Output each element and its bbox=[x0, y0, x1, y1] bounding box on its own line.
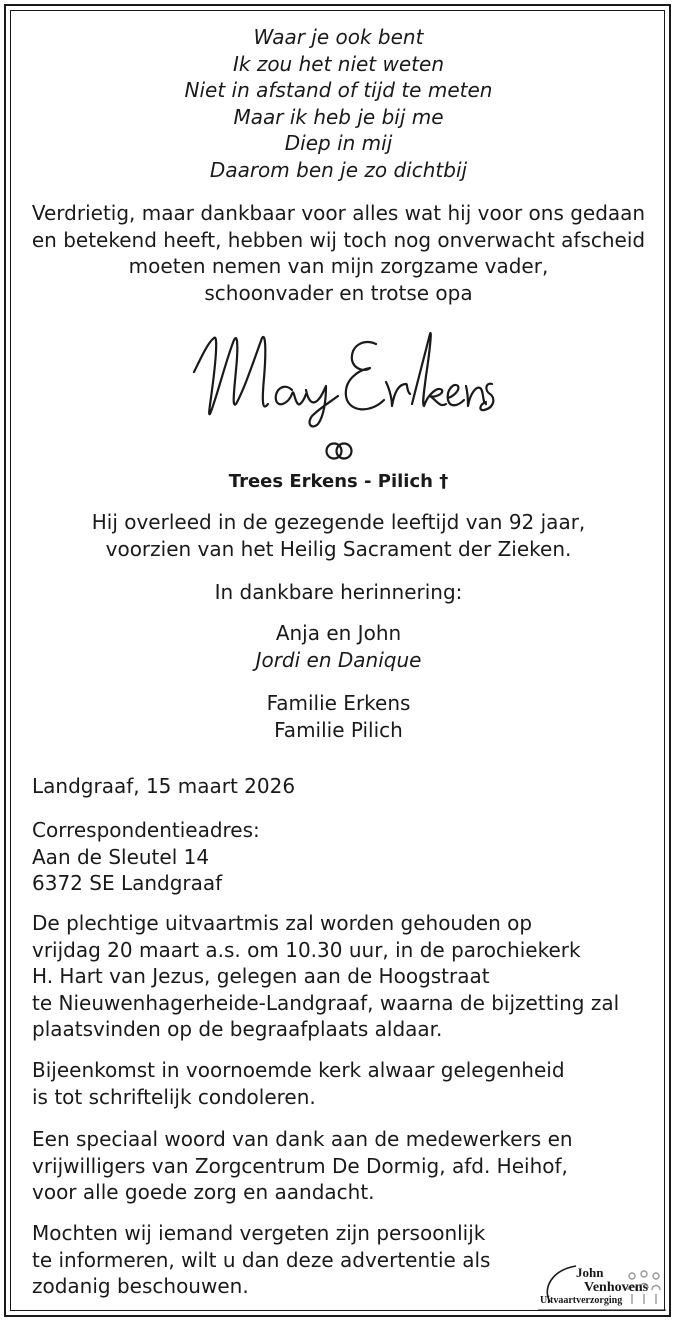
poem bbox=[0, 24, 677, 183]
family-group-2 bbox=[0, 690, 677, 744]
family-group-1 bbox=[0, 620, 677, 674]
gathering-text bbox=[32, 1057, 642, 1110]
ceremony-line: te Nieuwenhagerheide-Landgraaf, waarna de bijzetting zal bbox=[32, 990, 620, 1015]
memory-heading: In dankbare herinnering: bbox=[214, 580, 463, 604]
address-line: Aan de Sleutel 14 bbox=[32, 844, 210, 869]
intro-line: moeten nemen van mijn zorgzame vader, bbox=[128, 254, 549, 278]
intro-text bbox=[0, 200, 677, 306]
family-line-grandchildren: Jordi en Danique bbox=[255, 648, 422, 672]
age-line: voorzien van het Heilig Sacrament der Zieken. bbox=[105, 537, 572, 561]
family-line: Familie Erkens bbox=[266, 691, 411, 715]
poem-line: Niet in afstand of tijd te meten bbox=[184, 78, 493, 102]
age-text bbox=[0, 509, 677, 563]
poem-line: Maar ik heb je bij me bbox=[233, 104, 444, 129]
intro-line: en betekend heeft, hebben wij toch nog onverwacht afscheid bbox=[31, 227, 646, 252]
logo-text-venhovens: Venhovens bbox=[584, 1280, 649, 1295]
deceased-name-text: May Erkens bbox=[180, 320, 186, 321]
thanks-line: voor alle goede zorg en aandacht. bbox=[32, 1180, 375, 1204]
deceased-name-signature bbox=[180, 320, 500, 430]
correspondence-address bbox=[32, 817, 642, 897]
ceremony-line: De plechtige uitvaartmis zal worden gehouden op bbox=[32, 911, 533, 935]
ceremony-line: H. Hart van Jezus, gelegen aan de Hoogstraat bbox=[32, 964, 490, 988]
partner-name: Trees Erkens - Pilich † bbox=[228, 471, 449, 492]
poem-line: Daarom ben je zo dichtbij bbox=[209, 157, 468, 182]
funeral-home-logo bbox=[536, 1258, 668, 1314]
logo-text-uitvaart: Uitvaartverzorging bbox=[540, 1295, 623, 1306]
ceremony-text bbox=[32, 910, 642, 1043]
family-line: Anja en John bbox=[275, 621, 402, 645]
age-line: Hij overleed in de gezegende leeftijd van 92 jaar, bbox=[91, 510, 586, 534]
poem-line: Diep in mij bbox=[284, 131, 393, 155]
family-line: Familie Pilich bbox=[274, 718, 403, 742]
poem-line: Waar je ook bent bbox=[253, 25, 424, 49]
place-date: Landgraaf, 15 maart 2026 bbox=[32, 774, 296, 798]
closing-line: te informeren, wilt u dan deze advertentie als bbox=[32, 1247, 491, 1272]
intro-line: schoonvader en trotse opa bbox=[204, 280, 473, 305]
gathering-line: is tot schriftelijk condoleren. bbox=[32, 1084, 316, 1109]
closing-line: Mochten wij iemand vergeten zijn persoonlijk bbox=[32, 1221, 486, 1245]
logo-text-john: John bbox=[576, 1265, 604, 1280]
wedding-rings-icon bbox=[322, 440, 356, 462]
address-line: 6372 SE Landgraaf bbox=[32, 871, 223, 895]
ceremony-line: vrijdag 20 maart a.s. om 10.30 uur, in de parochiekerk bbox=[32, 937, 581, 962]
closing-line: zodanig beschouwen. bbox=[32, 1274, 249, 1298]
gathering-line: Bijeenkomst in voornoemde kerk alwaar gelegenheid bbox=[32, 1058, 565, 1082]
thanks-line: Een speciaal woord van dank aan de medewerkers en bbox=[32, 1127, 573, 1151]
address-line: Correspondentieadres: bbox=[32, 818, 260, 842]
thanks-text bbox=[32, 1126, 642, 1206]
intro-line: Verdrietig, maar dankbaar voor alles wat hij voor ons gedaan bbox=[31, 201, 646, 225]
thanks-line: vrijwilligers van Zorgcentrum De Dormig, afd. Heihof, bbox=[32, 1153, 568, 1178]
ceremony-line: plaatsvinden op de begraafplaats aldaar. bbox=[32, 1017, 443, 1041]
poem-line: Ik zou het niet weten bbox=[232, 51, 444, 76]
